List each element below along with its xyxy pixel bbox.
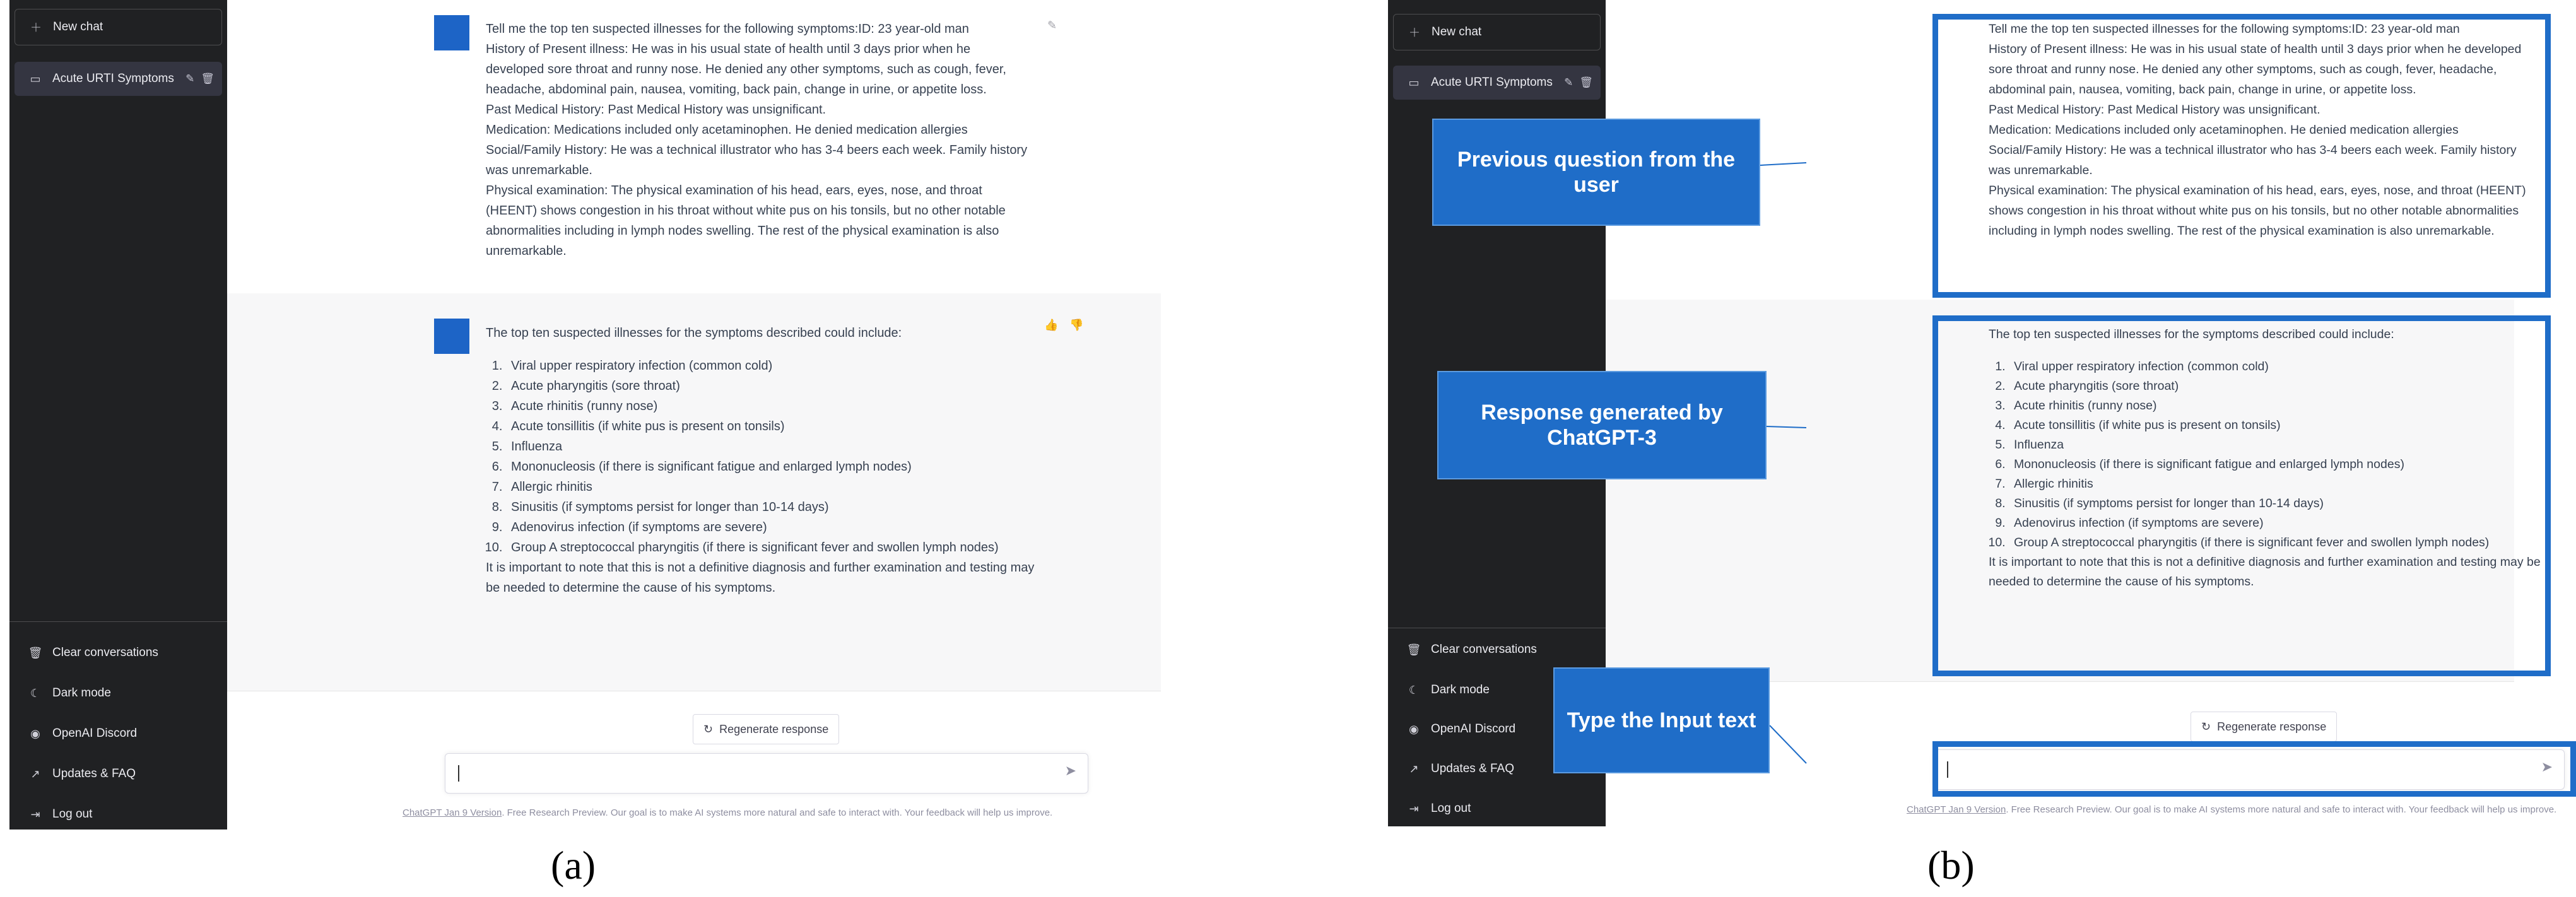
dark-mode-label: Dark mode [52, 686, 111, 700]
user-message [227, 0, 1161, 294]
thumbs-down-icon[interactable]: 👎 [1069, 319, 1084, 331]
dark-mode-label: Dark mode [1431, 683, 1490, 696]
log-out-label: Log out [1431, 802, 1471, 815]
log-out-button[interactable] [15, 797, 222, 831]
list-item: 3. Acute rhinitis (runny nose) [2009, 396, 2541, 416]
list-item: 6. Mononucleosis (if there is significant fatigue and enlarged lymph nodes) [506, 457, 1041, 477]
user-message-text [486, 19, 1028, 261]
list-item: 7. Allergic rhinitis [506, 477, 1041, 497]
list-item: 2. Acute pharyngitis (sore throat) [2009, 377, 2541, 396]
sidebar-item-chat[interactable] [15, 62, 222, 96]
updates-faq-label: Updates & FAQ [1431, 762, 1515, 775]
version-link[interactable]: ChatGPT Jan 9 Version [1907, 804, 2006, 815]
assistant-message-text [486, 323, 1041, 598]
logout-icon: ⇥ [1409, 802, 1419, 815]
edit-icon[interactable]: ✎ [1564, 76, 1573, 88]
message-line: Physical examination: The physical examination of his head, ears, eyes, nose, and throat (HEENT) shows congestion in his throat without white pus on his tonsils, but no other notable abnormalities including in lymph nodes swelling. The rest of the physical examination is also unremarkable. [1989, 184, 2526, 238]
external-link-icon: ↗ [30, 767, 40, 780]
chat-item-label: Acute URTI Symptoms [52, 72, 174, 85]
refresh-icon: ↻ [703, 722, 714, 736]
updates-faq-link[interactable] [15, 757, 222, 791]
message-line: Medication: Medications included only acetaminophen. He denied medication allergies [486, 123, 968, 137]
new-chat-label: New chat [1432, 25, 1482, 38]
clear-conversations-label: Clear conversations [52, 646, 158, 659]
response-note: It is important to note that this is not a definitive diagnosis and further examination and testing may be needed to determine the cause of his symptoms. [1989, 555, 2541, 589]
footer-text: . Free Research Preview. Our goal is to make AI systems more natural and safe to interact with. Your feedback will help us improve. [502, 807, 1053, 818]
user-avatar [434, 15, 469, 50]
text-cursor [458, 765, 459, 782]
plus-icon: ＋ [30, 21, 42, 34]
message-line: Social/Family History: He was a technical illustrator who has 3-4 beers each week. Family history was unremarkable. [486, 143, 1028, 177]
footer-text: . Free Research Preview. Our goal is to make AI systems more natural and safe to interact with. Your feedback will help us improve. [2006, 804, 2557, 815]
edit-message-icon[interactable]: ✎ [1047, 19, 1057, 32]
assistant-avatar [434, 319, 469, 354]
screenshot-panel-b [1388, 0, 2557, 826]
connector-line [1770, 725, 1806, 763]
openai-discord-link[interactable] [15, 717, 222, 751]
trash-icon[interactable]: 🗑 [1579, 76, 1593, 88]
sidebar [9, 0, 227, 830]
message-line: History of Present illness: He was in his usual state of health until 3 days prior when he developed sore throat and runny nose. He denied any other symptoms, such as cough, fever, headache, abdominal pain, nausea, vomiting, back pain, change in urine, or appetite loss. [1989, 42, 2522, 97]
external-link-icon: ↗ [1409, 762, 1419, 775]
discord-label: OpenAI Discord [1431, 722, 1516, 736]
message-line: Tell me the top ten suspected illnesses for the following symptoms:ID: 23 year-old man [1989, 22, 2460, 36]
plus-icon: ＋ [1409, 26, 1420, 39]
list-item: 1. Viral upper respiratory infection (common cold) [2009, 357, 2541, 377]
trash-icon: 🗑 [1406, 643, 1421, 656]
footer-disclaimer [403, 807, 1052, 818]
list-item: 8. Sinusitis (if symptoms persist for longer than 10-14 days) [2009, 494, 2541, 513]
illness-list [486, 356, 1041, 558]
new-chat-label: New chat [53, 20, 103, 33]
callout-response: Response generated by ChatGPT-3 [1437, 371, 1767, 479]
connector-line [1760, 163, 1806, 165]
discord-icon: ◉ [1409, 722, 1419, 736]
response-intro: The top ten suspected illnesses for the symptoms described could include: [1989, 327, 2394, 341]
connector-line [1767, 426, 1806, 428]
chat-main [227, 0, 1161, 833]
message-input[interactable] [445, 753, 1088, 794]
message-line: Physical examination: The physical examination of his head, ears, eyes, nose, and throat (HEENT) shows congestion in his throat without white pus on his tonsils, but no other notable abnormalities including in lymph nodes swelling. The rest of the physical examination is also unremarkable. [486, 184, 1006, 258]
log-out-label: Log out [52, 807, 93, 821]
edit-icon[interactable]: ✎ [185, 73, 195, 85]
message-line: Tell me the top ten suspected illnesses for the following symptoms:ID: 23 year-old man [486, 22, 969, 36]
message-line: Past Medical History: Past Medical History was unsignificant. [486, 103, 826, 117]
list-item: 10. Group A streptococcal pharyngitis (if there is significant fever and swollen lymph nodes) [2009, 533, 2541, 553]
regenerate-label: Regenerate response [2217, 720, 2327, 733]
moon-icon: ☾ [30, 686, 41, 700]
list-item: 9. Adenovirus infection (if symptoms are severe) [2009, 513, 2541, 533]
list-item: 2. Acute pharyngitis (sore throat) [506, 376, 1041, 396]
new-chat-button[interactable] [15, 9, 222, 45]
message-line: Past Medical History: Past Medical History was unsignificant. [1989, 103, 2320, 117]
caption-a: (a) [551, 843, 596, 888]
message-line: History of Present illness: He was in his usual state of health until 3 days prior when he developed sore throat and runny nose. He denied any other symptoms, such as cough, fever, headache, abdominal pain, nausea, vomiting, back pain, change in urine, or appetite loss. [486, 42, 1006, 97]
list-item: 9. Adenovirus infection (if symptoms are severe) [506, 517, 1041, 537]
caption-b: (b) [1927, 843, 1975, 888]
list-item: 3. Acute rhinitis (runny nose) [506, 396, 1041, 416]
moon-icon: ☾ [1408, 683, 1420, 696]
chat-bubble-icon: ▭ [1408, 76, 1420, 89]
thumbs-up-icon[interactable]: 👍 [1044, 319, 1059, 331]
clear-conversations-label: Clear conversations [1431, 643, 1537, 656]
response-intro: The top ten suspected illnesses for the symptoms described could include: [486, 326, 902, 340]
screenshot-panel-a [0, 0, 1161, 833]
callout-input: Type the Input text [1553, 667, 1770, 773]
list-item: 4. Acute tonsillitis (if white pus is present on tonsils) [506, 416, 1041, 437]
list-item: 4. Acute tonsillitis (if white pus is present on tonsils) [2009, 416, 2541, 435]
send-icon[interactable]: ➤ [2541, 759, 2553, 775]
dark-mode-button[interactable] [15, 676, 222, 710]
refresh-icon: ↻ [2201, 720, 2211, 733]
trash-icon[interactable]: 🗑 [201, 73, 215, 85]
send-icon[interactable]: ➤ [1064, 763, 1076, 778]
callout-previous-question: Previous question from the user [1432, 119, 1760, 226]
regenerate-response-button[interactable] [693, 714, 839, 744]
response-note: It is important to note that this is not a definitive diagnosis and further examination and testing may be needed to determine the cause of his symptoms. [486, 561, 1035, 595]
discord-label: OpenAI Discord [52, 727, 138, 740]
regenerate-label: Regenerate response [719, 722, 829, 736]
list-item: 10. Group A streptococcal pharyngitis (if there is significant fever and swollen lymph nodes) [506, 537, 1041, 558]
list-item: 1. Viral upper respiratory infection (common cold) [506, 356, 1041, 376]
trash-icon: 🗑 [28, 646, 43, 659]
list-item: 6. Mononucleosis (if there is significant fatigue and enlarged lymph nodes) [2009, 455, 2541, 474]
list-item: 5. Influenza [506, 437, 1041, 457]
message-line: Social/Family History: He was a technical illustrator who has 3-4 beers each week. Family history was unremarkable. [1989, 143, 2517, 177]
sidebar-divider [9, 621, 227, 622]
message-line: Medication: Medications included only acetaminophen. He denied medication allergies [1989, 123, 2459, 137]
discord-icon: ◉ [30, 727, 40, 740]
assistant-message [227, 293, 1161, 691]
chat-bubble-icon: ▭ [30, 72, 41, 85]
list-item: 5. Influenza [2009, 435, 2541, 455]
list-item: 8. Sinusitis (if symptoms persist for longer than 10-14 days) [506, 497, 1041, 517]
version-link[interactable]: ChatGPT Jan 9 Version [403, 807, 502, 818]
logout-icon: ⇥ [30, 807, 40, 821]
clear-conversations-button[interactable] [15, 636, 222, 670]
updates-faq-label: Updates & FAQ [52, 767, 136, 780]
chat-item-label: Acute URTI Symptoms [1431, 76, 1553, 89]
list-item: 7. Allergic rhinitis [2009, 474, 2541, 494]
